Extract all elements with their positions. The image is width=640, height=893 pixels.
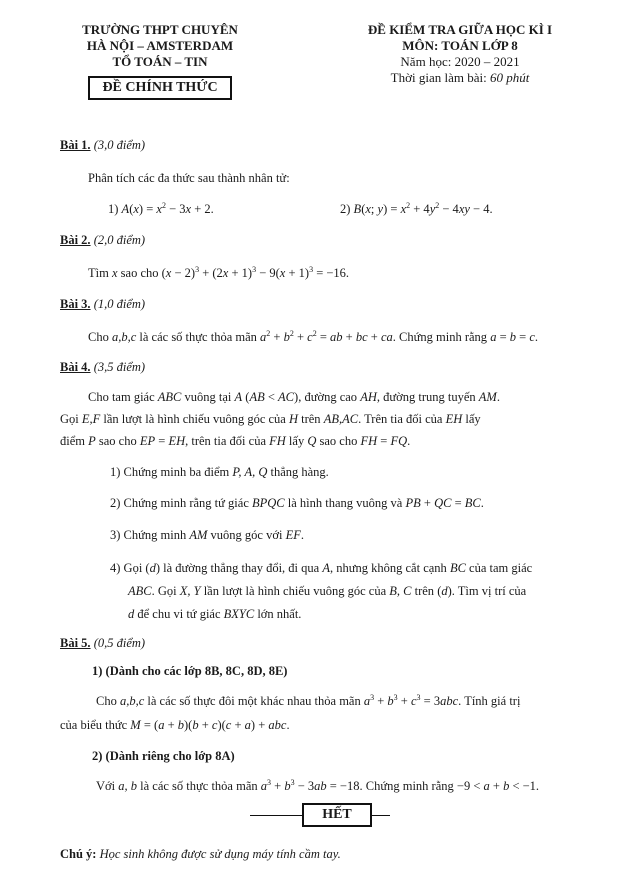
bai1-part1: 1) $A(x) = x^2 - 3x + 2$. — [108, 201, 214, 216]
bai1-part2: 2) B(x; $y) = x^2 + 4y^2 - 4xy - 4$. — [340, 201, 493, 216]
exam-header — [330, 22, 590, 86]
bai1-instruction: Phân tích các đa thức sau thành nhân tử: — [88, 171, 290, 185]
bai4-heading: Bài 4. (3,5 điểm) — [60, 360, 146, 374]
school-header — [60, 22, 260, 100]
bai5-sub1-line2: của biểu thức M = (a + b)(b + c)(c + a) + abc. — [60, 718, 290, 732]
official-label: ĐỀ CHÍNH THỨC — [88, 76, 231, 100]
bai4-question2: 2) Chứng minh rằng tứ giác BPQC là hình thang vuông và PB + QC = BC. — [110, 496, 484, 510]
end-rule-left — [250, 815, 302, 816]
end-label: HẾT — [302, 803, 372, 827]
bai4-question4-line2: ABC. Gọi X, Y lần lượt là hình chiếu vuông góc của B, C trên (d). Tìm vị trí của — [128, 584, 527, 598]
bai5-sub1-line1: Cho a,b,c là các số thực đôi một khác nhau thỏa mãn $a^3 + b^3 + c^3 = 3abc$. Tính giá trị — [96, 693, 521, 708]
bai5-sub2-line1: Với a, b là các số thực thỏa mãn $a^3 + b^3 - 3ab = -18$. Chứng minh rằng −9 < a + b < −1. — [96, 778, 540, 793]
bai2-problem: Tìm x sao cho $(x - 2)^3 + (2x + 1)^3 - 9(x + 1)^3 = -16$. — [88, 265, 350, 280]
bai1-heading: Bài 1. (3,0 điểm) — [60, 138, 146, 152]
school-name-line1: TRƯỜNG THPT CHUYÊN — [82, 22, 238, 37]
school-name-line2: HÀ NỘI – AMSTERDAM — [86, 38, 234, 53]
bai4-question1: 1) Chứng minh ba điểm P, A, Q thẳng hàng. — [110, 465, 329, 479]
bai4-question3: 3) Chứng minh AM vuông góc với EF. — [110, 528, 304, 542]
bai2-heading: Bài 2. (2,0 điểm) — [60, 233, 146, 247]
bai3-problem: Cho a,b,c là các số thực thỏa mãn $a^2 + b^2 + c^2$ = ab + bc + ca. Chứng minh rằng a = b = c. — [88, 329, 538, 344]
bai4-line2: Gọi E,F lần lượt là hình chiếu vuông góc của H trên AB,AC. Trên tia đối của EH lấy — [60, 412, 481, 426]
bai5-heading: Bài 5. (0,5 điểm) — [60, 636, 146, 650]
exam-time: Thời gian làm bài: 60 phút — [390, 70, 530, 85]
exam-title: ĐỀ KIỂM TRA GIỮA HỌC KÌ I — [367, 22, 553, 37]
end-marker — [250, 803, 390, 829]
bai3-heading: Bài 3. (1,0 điểm) — [60, 297, 146, 311]
subject-title: MÔN: TOÁN LỚP 8 — [402, 38, 518, 53]
bai4-line3: điểm P sao cho EP = EH, trên tia đối của FH lấy Q sao cho FH = FQ. — [60, 434, 411, 448]
school-year: Năm học: 2020 – 2021 — [400, 54, 520, 69]
end-rule-right — [372, 815, 390, 816]
bai5-sub2-title: 2) (Dành riêng cho lớp 8A) — [92, 749, 235, 763]
bai4-line1: Cho tam giác ABC vuông tại A (AB < AC), đường cao AH, đường trung tuyến AM. — [88, 390, 500, 404]
bai4-question4-line1: 4) Gọi (d) là đường thẳng thay đổi, đi qua A, nhưng không cắt cạnh BC của tam giác — [110, 561, 533, 575]
footer-note: Chú ý: Học sinh không được sử dụng máy tính cầm tay. — [60, 847, 341, 861]
department-name: TỔ TOÁN – TIN — [112, 54, 208, 69]
bai5-sub1-title: 1) (Dành cho các lớp 8B, 8C, 8D, 8E) — [92, 664, 288, 678]
bai4-question4-line3: d để chu vi tứ giác BXYC lớn nhất. — [128, 607, 302, 621]
